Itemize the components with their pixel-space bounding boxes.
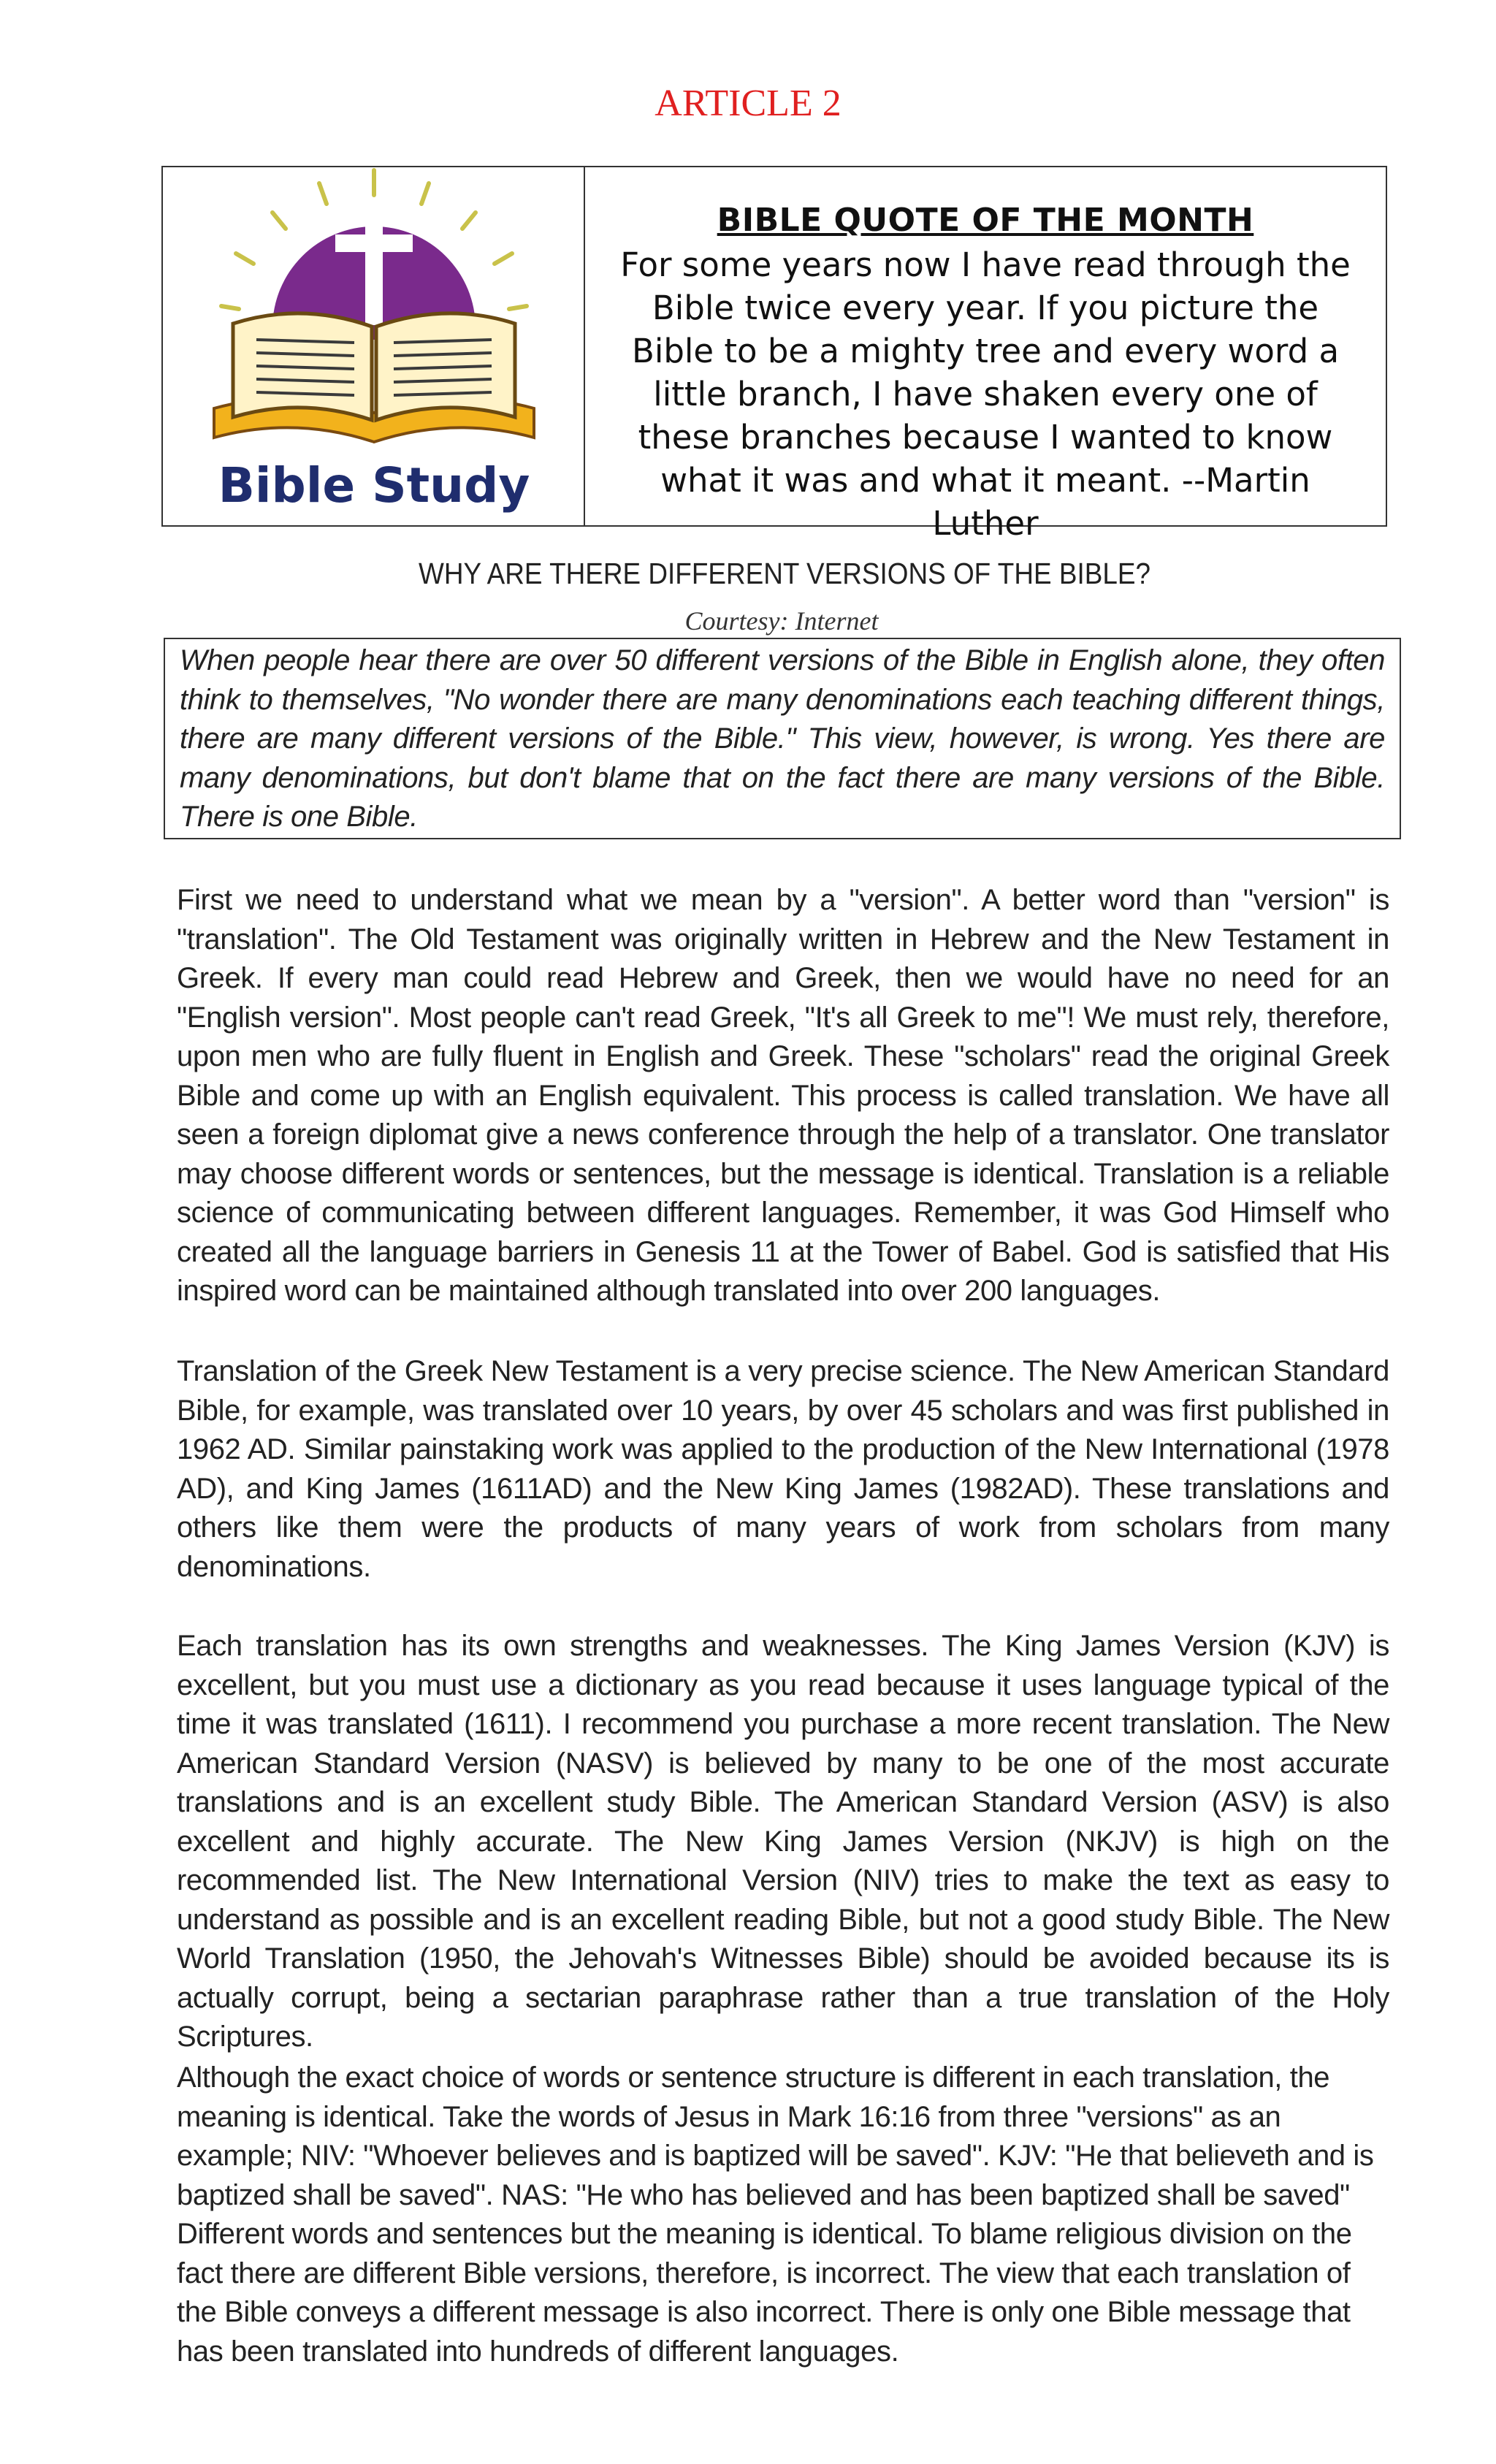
logo-text: Bible Study: [218, 457, 530, 514]
bible-cross-icon: [163, 167, 585, 525]
paragraph-2: Translation of the Greek New Testament is a very precise science. The New American Standard Bible, for example, was translated over 10 years, by over 45 scholars and was first published in 1962 AD. Similar painstaking work was applied to the production of the New International (1978 AD), and King James (1611AD) and the New King James (1982AD). These translations and others like them were the products of many years of work from scholars from many denominations.: [177, 1355, 1389, 1583]
article-heading: WHY ARE THERE DIFFERENT VERSIONS OF THE BIBLE?: [418, 557, 1150, 590]
intro-box: [164, 638, 1401, 839]
quote-of-month: [585, 167, 1386, 543]
intro-text: When people hear there are over 50 different versions of the Bible in English alone, they often think to themselves, "No wonder there are many denominations each teaching different things, there are many different versions of the Bible." This view, however, is wrong. Yes there are many denominations, but don't blame that on the fact there are many versions of the Bible. There is one Bible.: [180, 644, 1385, 833]
article-label: ARTICLE 2: [654, 83, 842, 124]
paragraph-4: Although the exact choice of words or sentence structure is different in each translation, the meaning is identical. Take the words of Jesus in Mark 16:16 from three "versions" as an example; NIV: "Whoever believes and is baptized will be saved". KJV: "He that believeth and is baptized shall be saved". NAS: "He who has believed and has been baptized shall be saved" Different words and sentences but the meaning is identical. To blame religious division on the fact there are different Bible versions, therefore, is incorrect. The view that each translation of the Bible conveys a different message is also incorrect. There is only one Bible message that has been translated into hundreds of different languages.: [177, 2061, 1374, 2368]
quote-box: [161, 166, 1387, 543]
paragraph-3: Each translation has its own strengths and weaknesses. The King James Version (KJV) is excellent, but you must use a dictionary as you read because it uses language typical of the time it was translated (1611). I recommend you purchase a more recent translation. The New American Standard Version (NASV) is believed by many to be one of the most accurate translations and is an excellent study Bible. The American Standard Version (ASV) is also excellent and highly accurate. The New King James Version (NKJV) is high on the recommended list. The New International Version (NIV) tries to make the text as easy to understand as possible and is an excellent reading Bible, but not a good study Bible. The New World Translation (1950, the Jehovah's Witnesses Bible) should be avoided because its is actually corrupt, being a sectarian paraphrase rather than a true translation of the Holy Scriptures.: [177, 1630, 1389, 2053]
quote-body: For some years now I have read through the Bible twice every year. If you picture the Bible to be a mighty tree and every word a little branch, I have shaken every one of these branches because I wanted to know what it was and what it meant. --Martin Luther: [620, 245, 1351, 543]
paragraph-1: First we need to understand what we mean by a "version". A better word than "version" is "translation". The Old Testament was originally written in Hebrew and the New Testament in Greek. If every man could read Hebrew and Greek, then we would have no need for an "English version". Most people can't read Greek, "It's all Greek to me"! We must rely, therefore, upon men who are fully fluent in English and Greek. These "scholars" read the original Greek Bible and come up with an English equivalent. This process is called translation. We have all seen a foreign diplomat give a news conference through the help of a translator. One translator may choose different words or sentences, but the message is identical. Translation is a reliable science of communicating between different languages. Remember, it was God Himself who created all the language barriers in Genesis 11 at the Tower of Babel. God is satisfied that His inspired word can be maintained although translated into over 200 languages.: [177, 884, 1389, 1307]
article-courtesy: Courtesy: Internet: [684, 606, 879, 636]
quote-title: BIBLE QUOTE OF THE MONTH: [717, 202, 1254, 239]
bible-study-logo: [163, 167, 585, 525]
